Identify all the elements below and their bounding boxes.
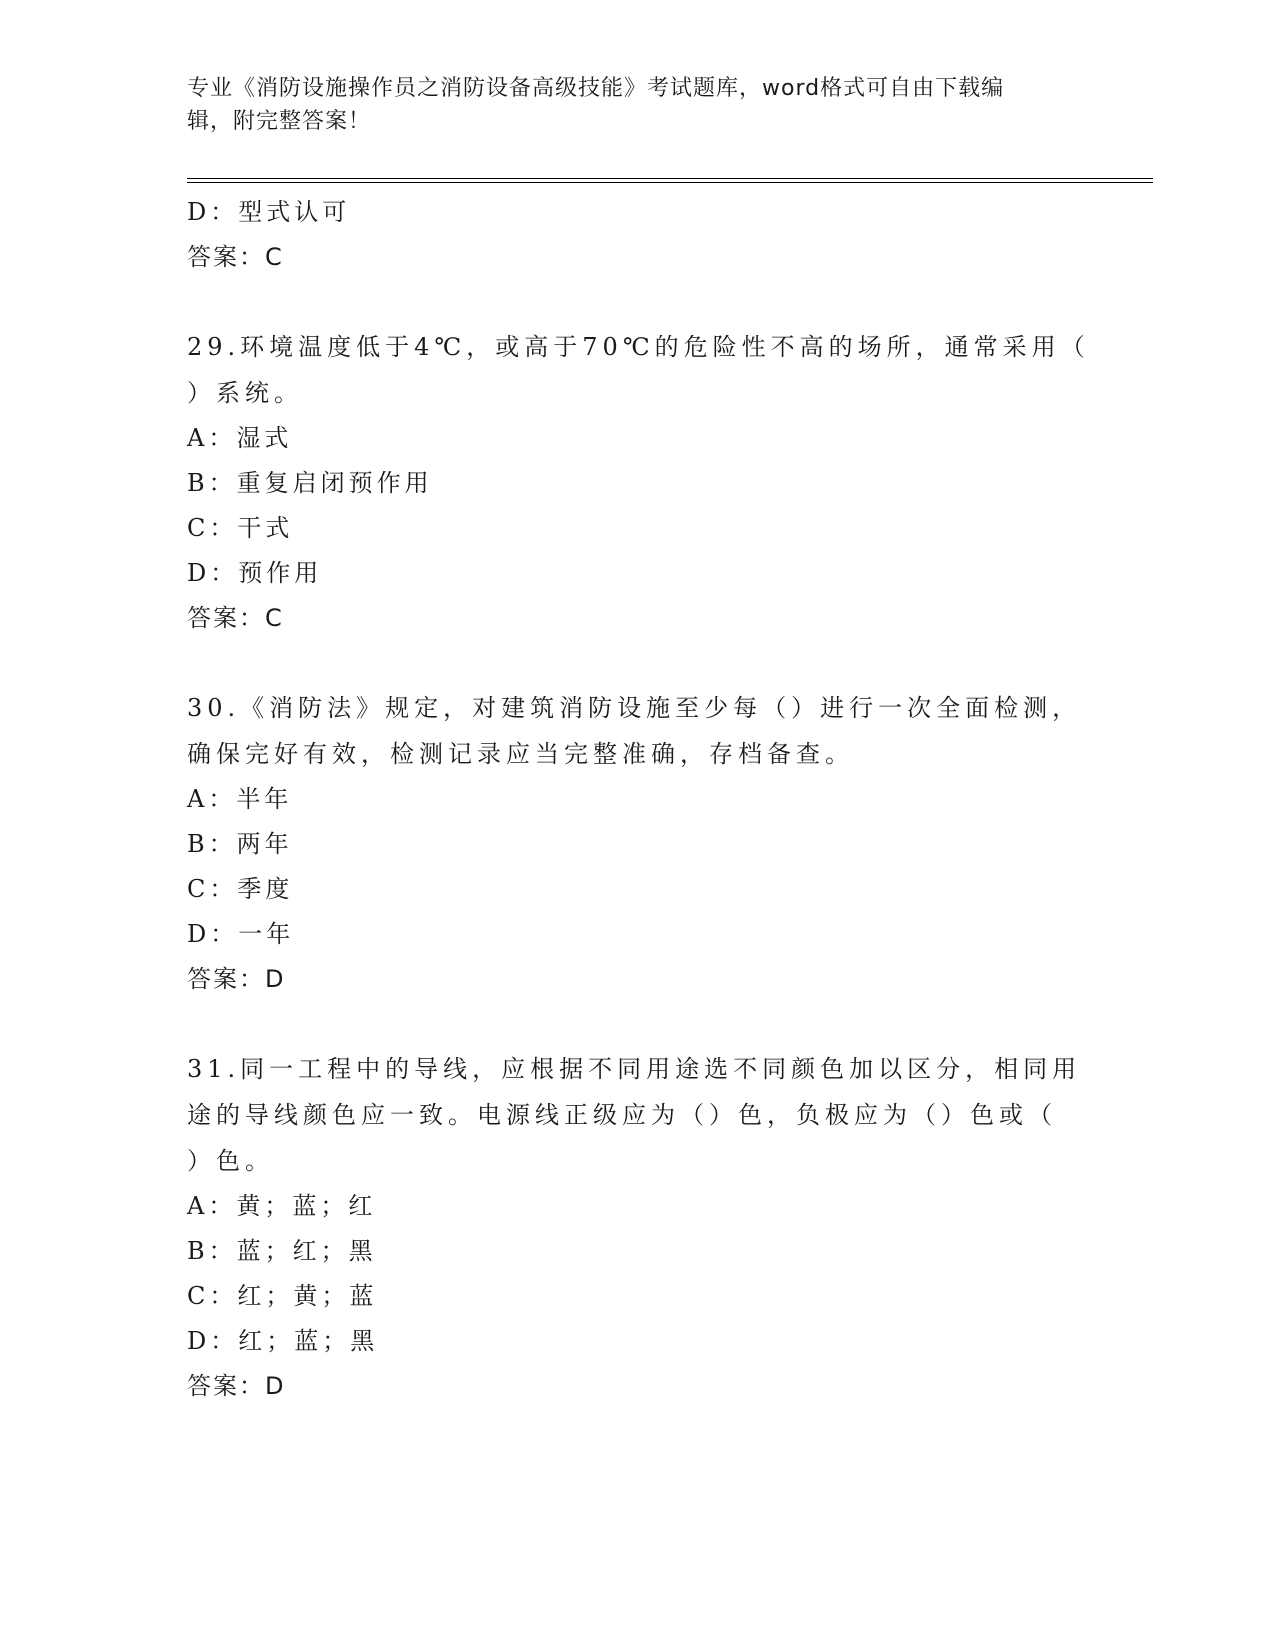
option-d: D：一年 (187, 920, 295, 948)
option-b: B：两年 (187, 830, 293, 858)
spacer (187, 641, 1067, 685)
option-a: A：湿式 (187, 424, 293, 452)
question-stem-line: ）系统。 (187, 379, 303, 407)
spacer (187, 280, 1067, 324)
prev-answer: 答案：C (187, 243, 284, 271)
question-30 (187, 685, 1082, 1002)
question-stem-line: 途的导线颜色应一致。电源线正级应为（）色，负极应为（）色或（ (187, 1101, 1057, 1129)
prev-option-d: D：型式认可 (187, 198, 351, 226)
option-b: B：重复启闭预作用 (187, 469, 433, 497)
header-divider-bottom (187, 182, 1153, 183)
header-line-1: 专业《消防设施操作员之消防设备高级技能》考试题库，word格式可自由下载编 (187, 76, 1005, 101)
header-divider-top (187, 178, 1153, 179)
answer: 答案：C (187, 604, 284, 632)
question-stem-line: 31.同一工程中的导线，应根据不同用途选不同颜色加以区分，相同用 (187, 1055, 1082, 1083)
spacer (187, 1002, 1067, 1046)
question-stem-line: 30.《消防法》规定，对建筑消防设施至少每（）进行一次全面检测， (187, 694, 1082, 722)
option-d: D：预作用 (187, 559, 323, 587)
question-29 (187, 324, 1090, 641)
option-c: C：红；黄；蓝 (187, 1282, 378, 1310)
option-d: D：红；蓝；黑 (187, 1327, 379, 1355)
header-line-2: 辑，附完整答案！ (187, 109, 372, 134)
question-31 (187, 1046, 1082, 1409)
option-a: A：黄；蓝；红 (187, 1192, 377, 1220)
answer: 答案：D (187, 965, 286, 993)
option-c: C：干式 (187, 514, 294, 542)
question-stem-line: ）色。 (187, 1147, 274, 1175)
answer: 答案：D (187, 1372, 286, 1400)
document-header (187, 72, 1067, 138)
option-c: C：季度 (187, 875, 294, 903)
question-stem-line: 29.环境温度低于4℃，或高于70℃的危险性不高的场所，通常采用（ (187, 333, 1090, 361)
option-a: A：半年 (187, 785, 293, 813)
question-list (187, 190, 1090, 1409)
option-b: B：蓝；红；黑 (187, 1237, 377, 1265)
question-stem-line: 确保完好有效，检测记录应当完整准确，存档备查。 (187, 740, 854, 768)
